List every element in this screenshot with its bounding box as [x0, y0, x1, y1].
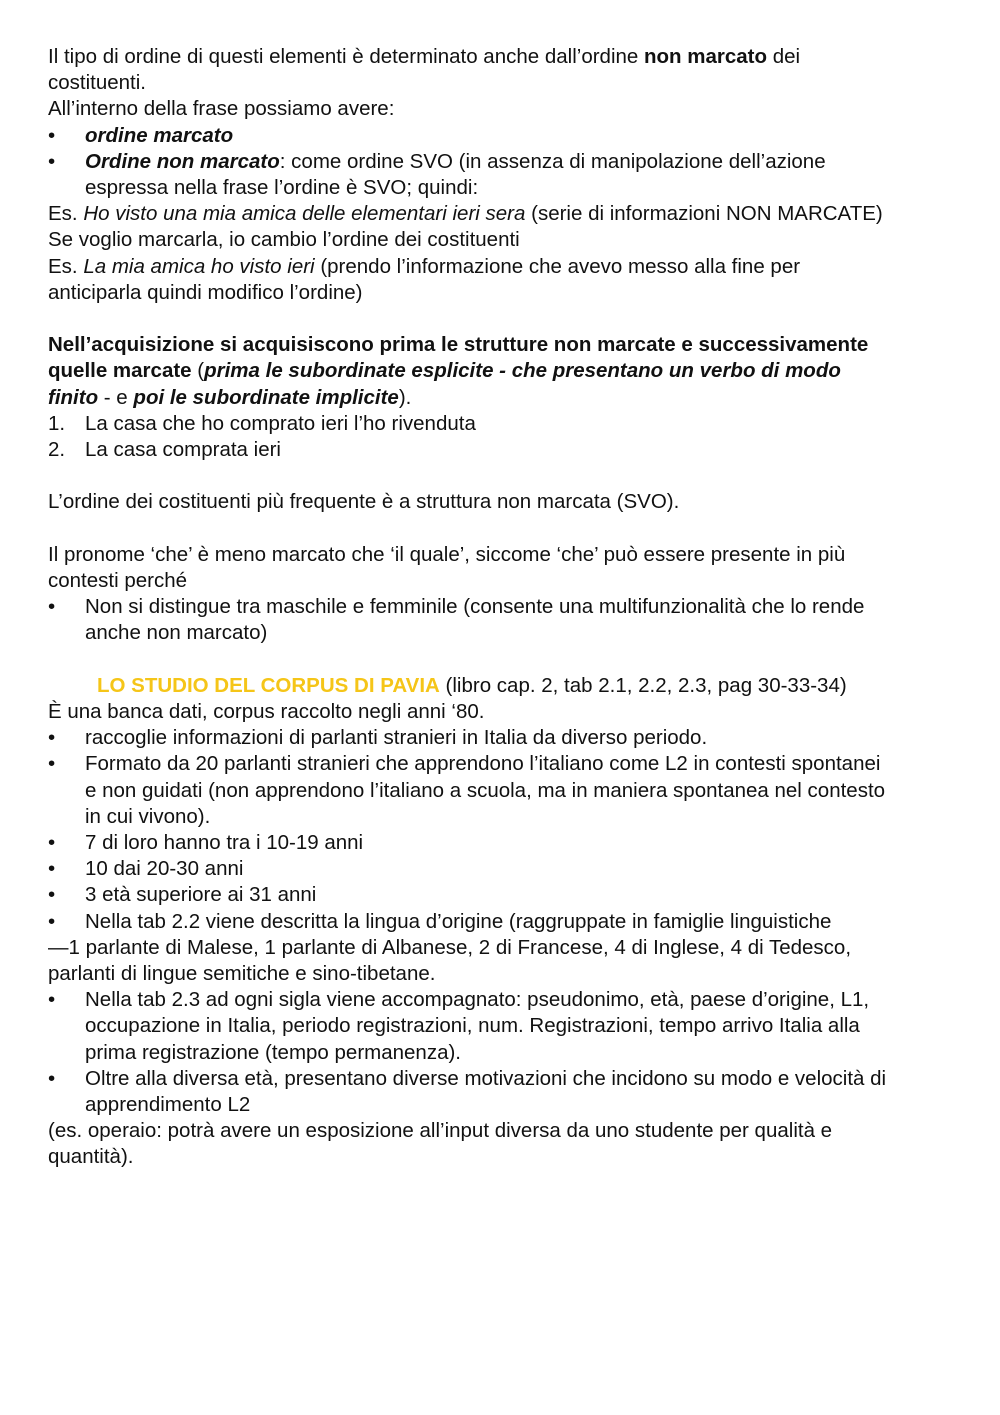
section-title: LO STUDIO DEL CORPUS DI PAVIA: [97, 673, 440, 697]
paragraph: Il tipo di ordine di questi elementi è determinato anche dall’ordine non marcato dei: [48, 45, 801, 68]
bold-phrase: non marcato: [644, 45, 768, 68]
bold-paragraph: finito - e poi le subordinate implicite).: [48, 385, 412, 409]
list-item: • 10 dai 20-30 anni: [48, 856, 968, 882]
bold-paragraph: Nell’acquisizione si acquisiscono prima le strutture non marcate e successivamente: [48, 333, 869, 357]
list-item: • Nella tab 2.2 viene descritta la lingua d’origine (raggruppate in famiglie linguistiche: [48, 909, 968, 935]
paragraph: L’ordine dei costituenti più frequente è a struttura non marcata (SVO).: [48, 490, 680, 514]
paragraph: Il pronome ‘che’ è meno marcato che ‘il quale’, siccome ‘che’ può essere presente in più: [48, 542, 846, 566]
list-item: • 3 età superiore ai 31 anni: [48, 882, 968, 908]
list-number: 2.: [48, 438, 66, 462]
numbered-list: [48, 411, 968, 463]
paragraph: All’interno della frase possiamo avere:: [48, 97, 395, 121]
bullet-icon: •: [48, 595, 56, 619]
list-item: • raccoglie informazioni di parlanti stranieri in Italia da diverso periodo.: [48, 725, 968, 751]
list-item-label: ordine marcato: [85, 123, 234, 147]
list-item: • Formato da 20 parlanti stranieri che apprendono l’italiano come L2 in contesti spontanei e non guidati (non apprendono l’italiano a scuola, ma in maniera spontanea nel contesto in cui vivono).: [48, 752, 886, 828]
example: Es. La mia amica ho visto ieri (prendo l’informazione che avevo messo alla fine per: [48, 254, 801, 278]
bullet-icon: •: [48, 909, 56, 933]
bullet-icon: •: [48, 726, 56, 750]
list-number: 1.: [48, 411, 66, 435]
bullet-icon: •: [48, 123, 56, 147]
paragraph: —1 parlante di Malese, 1 parlante di Albanese, 2 di Francese, 4 di Inglese, 4 di Tedesco,: [48, 935, 852, 959]
paragraph-continuation: contesti perché: [48, 569, 188, 593]
bullet-icon: •: [48, 752, 56, 776]
order-list: [48, 123, 968, 202]
example: Es. Ho visto una mia amica delle elementari ieri sera (serie di informazioni NON MARCATE): [48, 202, 883, 226]
paragraph: Se voglio marcarla, io cambio l’ordine dei costituenti: [48, 228, 520, 252]
list-item: • Oltre alla diversa età, presentano diverse motivazioni che incidono su modo e velocità di apprendimento L2: [48, 1066, 887, 1117]
bullet-icon: •: [48, 831, 56, 855]
list-item: 2. La casa comprata ieri: [48, 437, 968, 463]
paragraph-continuation: costituenti.: [48, 71, 146, 95]
bullet-icon: •: [48, 1066, 56, 1090]
paragraph: (es. operaio: potrà avere un esposizione all’input diversa da uno studente per qualità e: [48, 1119, 833, 1143]
bold-paragraph: quelle marcate (prima le subordinate esplicite - che presentano un verbo di modo: [48, 359, 841, 383]
list-item: • Nella tab 2.3 ad ogni sigla viene accompagnato: pseudonimo, età, paese d’origine, L1, occupazione in Italia, periodo registrazioni, num. Registrazioni, tempo arrivo Italia alla prima registrazione (tempo permanenza).: [48, 988, 870, 1064]
bullet-icon: •: [48, 857, 56, 881]
list-item: 1. La casa che ho comprato ieri l’ho rivenduta: [48, 411, 968, 437]
list-item: [48, 123, 968, 149]
section-reference: (libro cap. 2, tab 2.1, 2.2, 2.3, pag 30-33-34): [439, 673, 847, 697]
bullet-icon: •: [48, 149, 56, 173]
list-item: • Non si distingue tra maschile e femminile (consente una multifunzionalità che lo rende anche non marcato): [48, 595, 865, 645]
list-item: • Ordine non marcato: come ordine SVO (in assenza di manipolazione dell’azione espressa nella frase l’ordine è SVO; quindi:: [48, 149, 826, 200]
corpus-list: [48, 725, 968, 935]
list-item: • 7 di loro hanno tra i 10-19 anni: [48, 830, 968, 856]
bullet-icon: •: [48, 988, 56, 1012]
paragraph-continuation: parlanti di lingue semitiche e sino-tibetane.: [48, 962, 436, 986]
document-page: [48, 44, 968, 1171]
example-continuation: anticiparla quindi modifico l’ordine): [48, 280, 363, 304]
list-item-label: Ordine non marcato: [85, 149, 280, 173]
bullet-icon: •: [48, 883, 56, 907]
section-heading: [48, 673, 968, 699]
paragraph: È una banca dati, corpus raccolto negli anni ‘80.: [48, 700, 485, 724]
paragraph-continuation: quantità).: [48, 1145, 134, 1169]
corpus-list-continued: [48, 987, 968, 1118]
